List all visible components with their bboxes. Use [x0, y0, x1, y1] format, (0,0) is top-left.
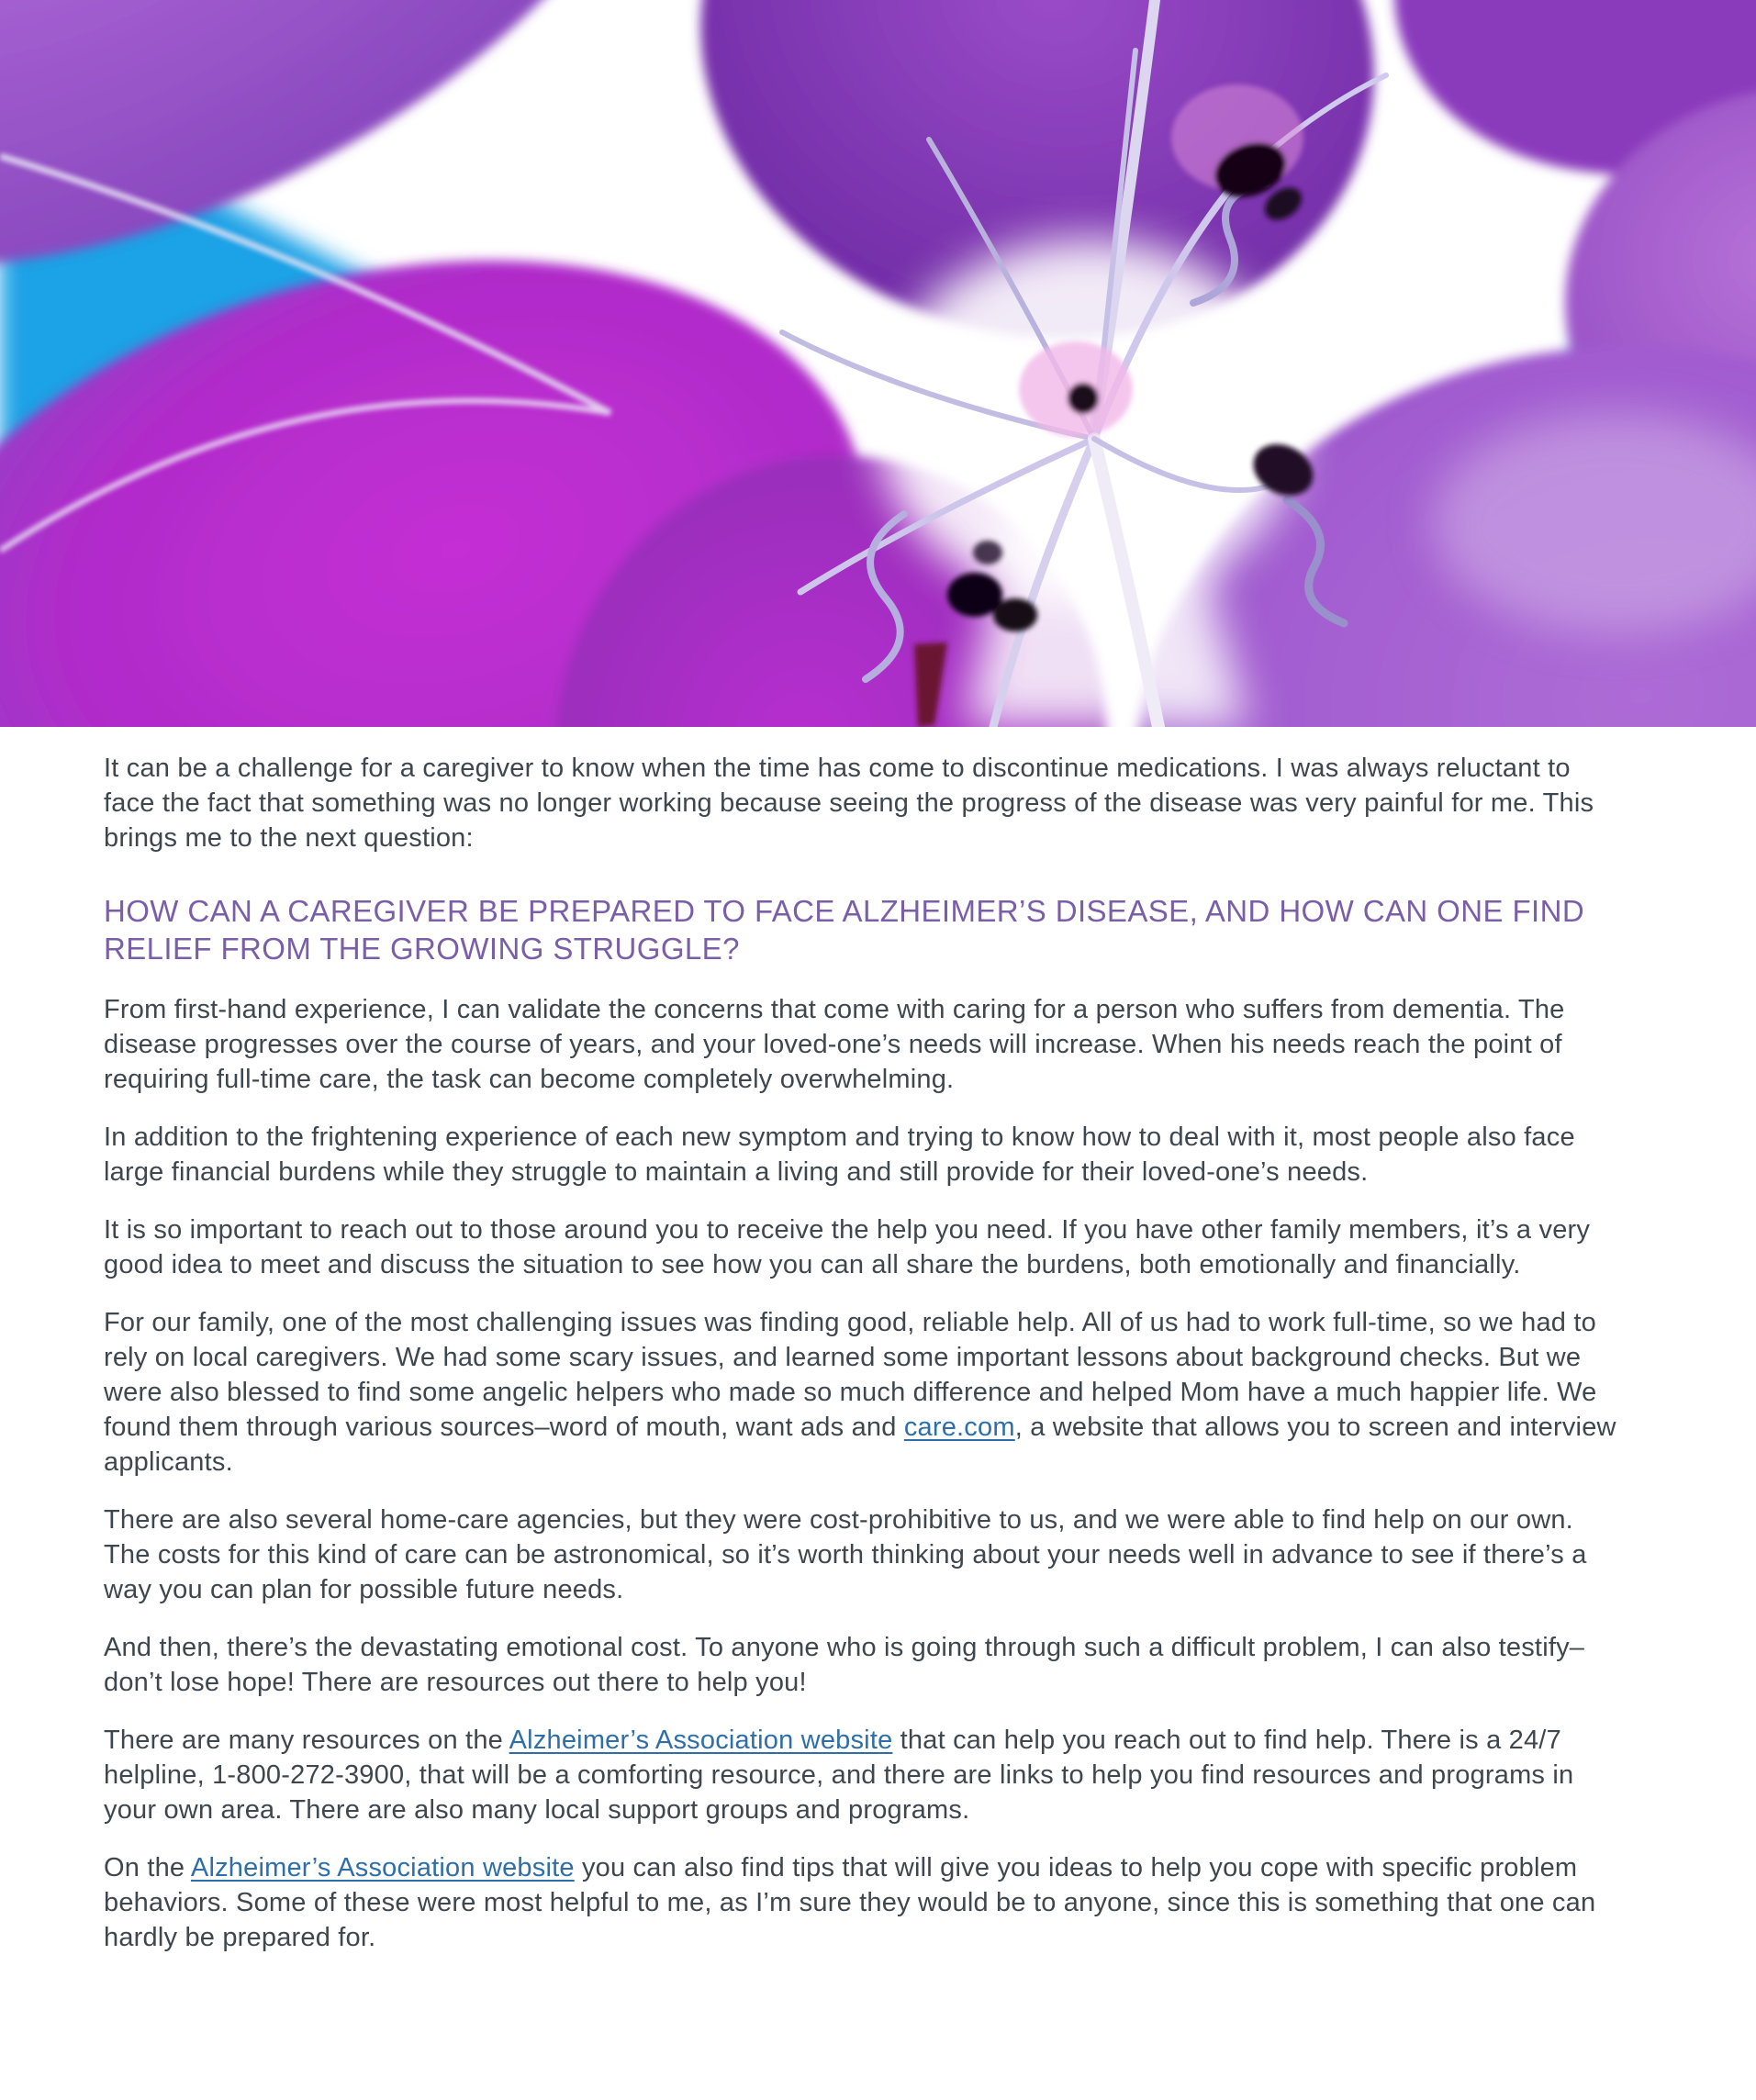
text-run: From first-hand experience, I can validate the concerns that come with caring for a person who suffers from dementia. The disease progresses over the course of years, and your loved-one’s needs will increase. When his needs reach the point of requiring full-time care, the task can become completely overwhelming. — [104, 995, 1565, 1094]
body-paragraph — [104, 1850, 1623, 1955]
text-run: It is so important to reach out to those around you to receive the help you need. If you have other family members, it’s a very good idea to meet and discuss the situation to see how you can all share the burdens, both emotionally and financially. — [104, 1215, 1591, 1279]
alzheimers-association-website-link[interactable]: Alzheimer’s Association website — [190, 1853, 575, 1882]
body-paragraph — [104, 751, 1623, 855]
hero-image — [0, 0, 1756, 727]
text-run: On the — [104, 1853, 191, 1882]
text-run: In addition to the frightening experience of each new symptom and trying to know how to deal with it, most people also face large financial burdens while they struggle to maintain a living and still provide for their loved-one’s needs. — [104, 1123, 1575, 1187]
text-run: It can be a challenge for a caregiver to know when the time has come to discontinue medications. I was always reluctant to face the fact that something was no longer working because seeing the progress of the disease was very painful for me. This brings me to the next question: — [104, 754, 1594, 853]
article-body — [104, 751, 1623, 1955]
text-run: There are also several home-care agencies, but they were cost-prohibitive to us, and we were able to find help on our own. The costs for this kind of care can be astronomical, so it’s worth thinking about your needs well in advance to see if there’s a way you can plan for possible future needs. — [104, 1505, 1587, 1604]
section-heading: HOW CAN A CAREGIVER BE PREPARED TO FACE ALZHEIMER’S DISEASE, AND HOW CAN ONE FIND RELIEF FROM THE GROWING STRUGGLE? — [104, 894, 1585, 966]
body-paragraph — [104, 1630, 1623, 1700]
alzheimers-association-website-link[interactable]: Alzheimer’s Association website — [509, 1726, 893, 1755]
text-run: For our family, one of the most challenging issues was finding good, reliable help. All of us had to work full-time, so we had to rely on local caregivers. We had some scary issues, and learned some important lessons about background checks. But we were also blessed to find some angelic helpers who made so much difference and helped Mom have a much happier life. We found them through various sources–word of mouth, want ads and — [104, 1308, 1597, 1442]
text-run: that can help you reach out to find help. There is a 24/7 helpline, 1-800-272-3900, that will be a comforting resource, and there are links to help you find resources and programs in your own area. There are also many local support groups and programs. — [104, 1726, 1574, 1825]
care-com-link[interactable]: care.com — [903, 1413, 1015, 1442]
body-paragraph — [104, 1120, 1623, 1190]
text-run: There are many resources on the — [104, 1726, 509, 1755]
body-paragraph — [104, 1502, 1623, 1607]
text-run: And then, there’s the devastating emotional cost. To anyone who is going through such a difficult problem, I can also testify–don’t lose hope! There are resources out there to help you! — [104, 1633, 1585, 1697]
body-paragraph — [104, 1723, 1623, 1827]
body-paragraph — [104, 1305, 1623, 1480]
body-paragraph — [104, 992, 1623, 1097]
body-paragraph — [104, 1212, 1623, 1282]
text-run: you can also find tips that will give you ideas to help you cope with specific problem behaviors. Some of these were most helpful to me, as I’m sure they would be to anyone, since this is something that one can hardly be prepared for. — [104, 1853, 1596, 1952]
text-run: , a website that allows you to screen and interview applicants. — [104, 1413, 1616, 1477]
